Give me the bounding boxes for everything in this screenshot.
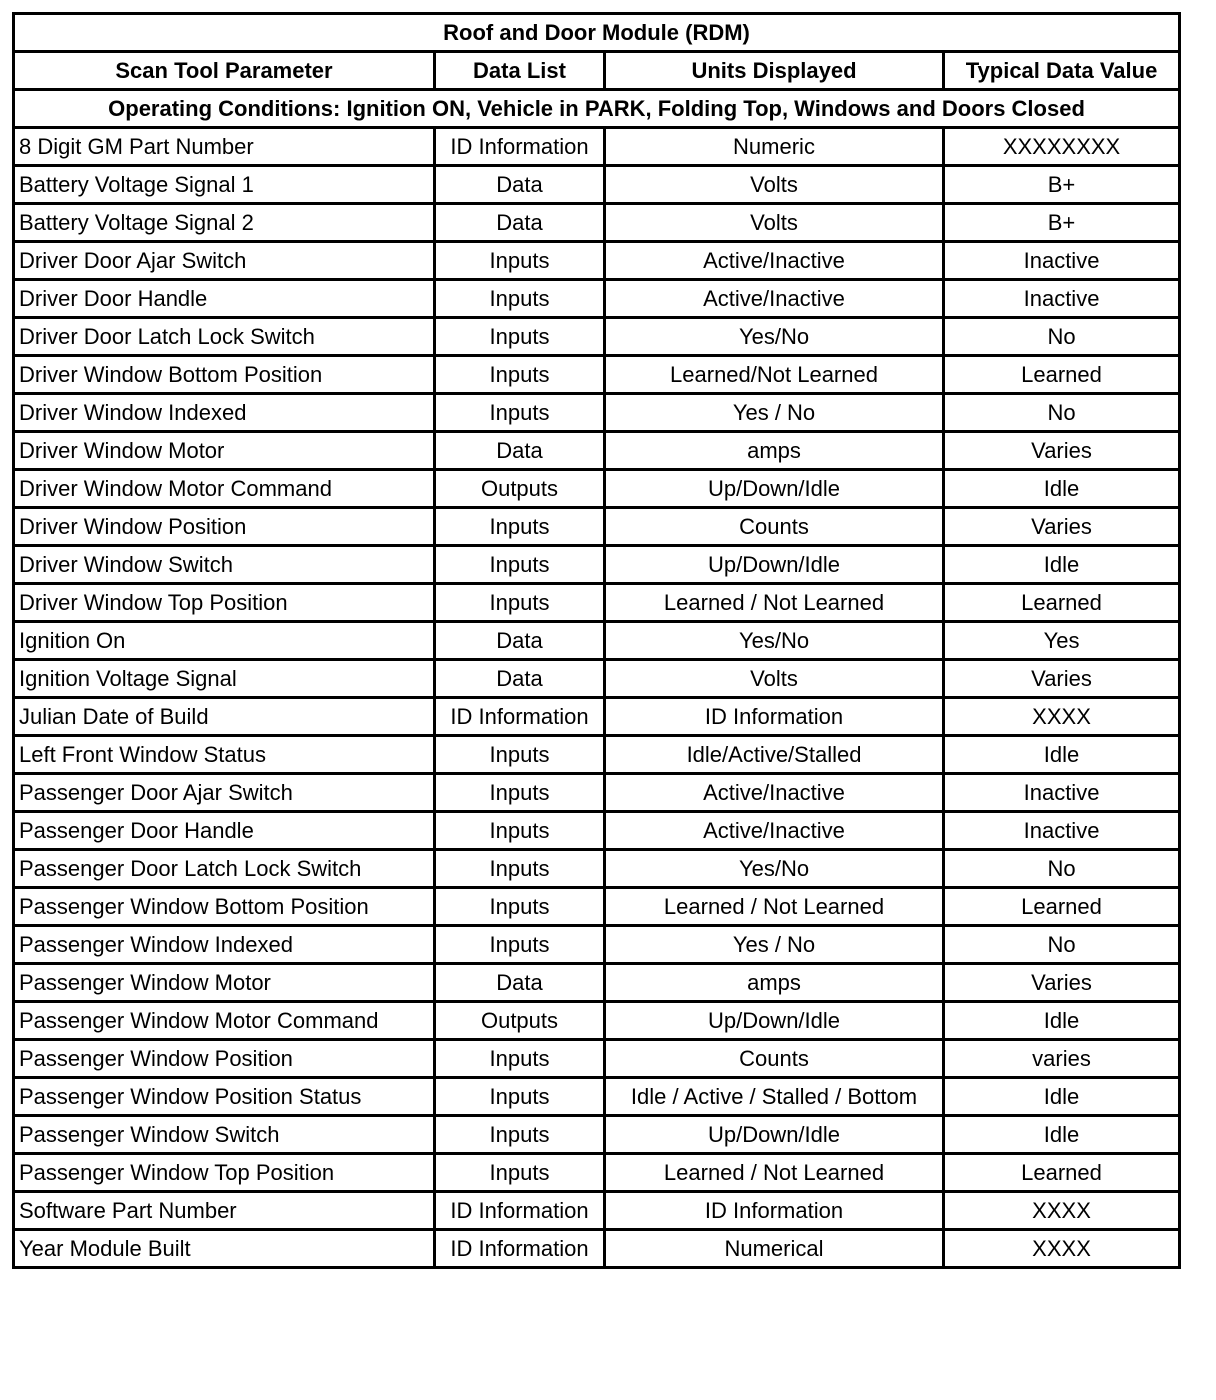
typical-value-cell: B+ xyxy=(944,204,1180,242)
table-row xyxy=(14,736,1180,774)
table-row xyxy=(14,1230,1180,1268)
parameter-cell: Driver Window Bottom Position xyxy=(14,356,435,394)
typical-value-cell: Learned xyxy=(944,356,1180,394)
data-list-cell: Data xyxy=(435,660,605,698)
table-row xyxy=(14,242,1180,280)
data-list-cell: ID Information xyxy=(435,698,605,736)
table-row xyxy=(14,1040,1180,1078)
parameter-cell: Passenger Window Switch xyxy=(14,1116,435,1154)
header-scan-tool-parameter: Scan Tool Parameter xyxy=(14,52,435,90)
data-list-cell: ID Information xyxy=(435,1230,605,1268)
typical-value-cell: Varies xyxy=(944,964,1180,1002)
units-cell: Yes/No xyxy=(605,318,944,356)
parameter-cell: Passenger Window Bottom Position xyxy=(14,888,435,926)
data-list-cell: ID Information xyxy=(435,1192,605,1230)
data-list-cell: Inputs xyxy=(435,926,605,964)
parameter-cell: 8 Digit GM Part Number xyxy=(14,128,435,166)
typical-value-cell: No xyxy=(944,318,1180,356)
table-row xyxy=(14,660,1180,698)
parameter-cell: Driver Door Ajar Switch xyxy=(14,242,435,280)
parameter-cell: Driver Window Motor xyxy=(14,432,435,470)
parameter-cell: Driver Door Handle xyxy=(14,280,435,318)
rdm-data-table xyxy=(12,12,1181,1269)
typical-value-cell: XXXX xyxy=(944,1230,1180,1268)
units-cell: Numerical xyxy=(605,1230,944,1268)
table-row xyxy=(14,470,1180,508)
data-list-cell: Inputs xyxy=(435,850,605,888)
units-cell: Volts xyxy=(605,204,944,242)
parameter-cell: Battery Voltage Signal 1 xyxy=(14,166,435,204)
data-list-cell: Data xyxy=(435,622,605,660)
table-row xyxy=(14,1154,1180,1192)
table-row xyxy=(14,508,1180,546)
data-list-cell: Outputs xyxy=(435,1002,605,1040)
operating-conditions: Operating Conditions: Ignition ON, Vehicle in PARK, Folding Top, Windows and Doors Closed xyxy=(14,90,1180,128)
data-list-cell: Inputs xyxy=(435,508,605,546)
parameter-cell: Passenger Window Top Position xyxy=(14,1154,435,1192)
data-list-cell: Inputs xyxy=(435,812,605,850)
header-typical-data-value: Typical Data Value xyxy=(944,52,1180,90)
table-row xyxy=(14,1002,1180,1040)
typical-value-cell: Idle xyxy=(944,736,1180,774)
table-row xyxy=(14,280,1180,318)
data-list-cell: Inputs xyxy=(435,736,605,774)
typical-value-cell: Idle xyxy=(944,470,1180,508)
parameter-cell: Year Module Built xyxy=(14,1230,435,1268)
table-row xyxy=(14,1116,1180,1154)
units-cell: Yes / No xyxy=(605,926,944,964)
table-row xyxy=(14,774,1180,812)
typical-value-cell: XXXX xyxy=(944,698,1180,736)
typical-value-cell: XXXX xyxy=(944,1192,1180,1230)
parameter-cell: Passenger Window Motor xyxy=(14,964,435,1002)
parameter-cell: Driver Door Latch Lock Switch xyxy=(14,318,435,356)
data-list-cell: Inputs xyxy=(435,888,605,926)
parameter-cell: Left Front Window Status xyxy=(14,736,435,774)
typical-value-cell: Inactive xyxy=(944,812,1180,850)
parameter-cell: Driver Window Position xyxy=(14,508,435,546)
data-list-cell: Data xyxy=(435,166,605,204)
units-cell: Volts xyxy=(605,166,944,204)
table-row xyxy=(14,318,1180,356)
table-row xyxy=(14,850,1180,888)
units-cell: Learned / Not Learned xyxy=(605,584,944,622)
table-row xyxy=(14,356,1180,394)
data-list-cell: Inputs xyxy=(435,584,605,622)
parameter-cell: Driver Window Indexed xyxy=(14,394,435,432)
units-cell: Active/Inactive xyxy=(605,242,944,280)
typical-value-cell: Idle xyxy=(944,546,1180,584)
data-list-cell: ID Information xyxy=(435,128,605,166)
typical-value-cell: Learned xyxy=(944,1154,1180,1192)
table-row xyxy=(14,204,1180,242)
units-cell: Numeric xyxy=(605,128,944,166)
units-cell: Up/Down/Idle xyxy=(605,1116,944,1154)
units-cell: ID Information xyxy=(605,1192,944,1230)
table-row xyxy=(14,1192,1180,1230)
data-list-cell: Inputs xyxy=(435,774,605,812)
units-cell: ID Information xyxy=(605,698,944,736)
typical-value-cell: Inactive xyxy=(944,774,1180,812)
table-title: Roof and Door Module (RDM) xyxy=(14,14,1180,52)
parameter-cell: Passenger Window Indexed xyxy=(14,926,435,964)
table-row xyxy=(14,546,1180,584)
data-list-cell: Inputs xyxy=(435,318,605,356)
typical-value-cell: No xyxy=(944,926,1180,964)
parameter-cell: Passenger Window Position Status xyxy=(14,1078,435,1116)
data-list-cell: Data xyxy=(435,964,605,1002)
data-list-cell: Inputs xyxy=(435,356,605,394)
table-body xyxy=(14,128,1180,1268)
units-cell: Active/Inactive xyxy=(605,812,944,850)
units-cell: Idle/Active/Stalled xyxy=(605,736,944,774)
units-cell: Active/Inactive xyxy=(605,774,944,812)
parameter-cell: Passenger Door Handle xyxy=(14,812,435,850)
data-list-cell: Inputs xyxy=(435,1154,605,1192)
typical-value-cell: Learned xyxy=(944,888,1180,926)
header-row xyxy=(14,52,1180,90)
table-row xyxy=(14,812,1180,850)
units-cell: Active/Inactive xyxy=(605,280,944,318)
typical-value-cell: Varies xyxy=(944,432,1180,470)
table-row xyxy=(14,888,1180,926)
table-row xyxy=(14,926,1180,964)
typical-value-cell: Varies xyxy=(944,508,1180,546)
units-cell: Learned/Not Learned xyxy=(605,356,944,394)
parameter-cell: Passenger Window Motor Command xyxy=(14,1002,435,1040)
data-list-cell: Data xyxy=(435,432,605,470)
data-list-cell: Inputs xyxy=(435,280,605,318)
typical-value-cell: Yes xyxy=(944,622,1180,660)
data-list-cell: Inputs xyxy=(435,1040,605,1078)
title-row xyxy=(14,14,1180,52)
typical-value-cell: Idle xyxy=(944,1002,1180,1040)
typical-value-cell: No xyxy=(944,394,1180,432)
parameter-cell: Julian Date of Build xyxy=(14,698,435,736)
table-row xyxy=(14,622,1180,660)
typical-value-cell: Learned xyxy=(944,584,1180,622)
parameter-cell: Ignition Voltage Signal xyxy=(14,660,435,698)
typical-value-cell: Idle xyxy=(944,1078,1180,1116)
units-cell: Idle / Active / Stalled / Bottom xyxy=(605,1078,944,1116)
typical-value-cell: Varies xyxy=(944,660,1180,698)
data-list-cell: Outputs xyxy=(435,470,605,508)
parameter-cell: Battery Voltage Signal 2 xyxy=(14,204,435,242)
table-row xyxy=(14,1078,1180,1116)
parameter-cell: Driver Window Switch xyxy=(14,546,435,584)
units-cell: Yes/No xyxy=(605,622,944,660)
typical-value-cell: Inactive xyxy=(944,280,1180,318)
units-cell: Up/Down/Idle xyxy=(605,1002,944,1040)
units-cell: Learned / Not Learned xyxy=(605,888,944,926)
data-list-cell: Inputs xyxy=(435,394,605,432)
data-list-cell: Inputs xyxy=(435,242,605,280)
units-cell: Up/Down/Idle xyxy=(605,546,944,584)
table-row xyxy=(14,698,1180,736)
parameter-cell: Ignition On xyxy=(14,622,435,660)
table-row xyxy=(14,584,1180,622)
table-row xyxy=(14,128,1180,166)
parameter-cell: Driver Window Motor Command xyxy=(14,470,435,508)
data-list-cell: Inputs xyxy=(435,1078,605,1116)
table-row xyxy=(14,166,1180,204)
typical-value-cell: varies xyxy=(944,1040,1180,1078)
units-cell: Counts xyxy=(605,1040,944,1078)
data-list-cell: Inputs xyxy=(435,546,605,584)
data-list-cell: Inputs xyxy=(435,1116,605,1154)
header-units-displayed: Units Displayed xyxy=(605,52,944,90)
units-cell: amps xyxy=(605,432,944,470)
table-row xyxy=(14,964,1180,1002)
table-row xyxy=(14,394,1180,432)
typical-value-cell: B+ xyxy=(944,166,1180,204)
units-cell: amps xyxy=(605,964,944,1002)
units-cell: Learned / Not Learned xyxy=(605,1154,944,1192)
parameter-cell: Passenger Door Ajar Switch xyxy=(14,774,435,812)
table-row xyxy=(14,432,1180,470)
typical-value-cell: Inactive xyxy=(944,242,1180,280)
parameter-cell: Software Part Number xyxy=(14,1192,435,1230)
parameter-cell: Driver Window Top Position xyxy=(14,584,435,622)
parameter-cell: Passenger Window Position xyxy=(14,1040,435,1078)
units-cell: Counts xyxy=(605,508,944,546)
data-list-cell: Data xyxy=(435,204,605,242)
units-cell: Yes/No xyxy=(605,850,944,888)
typical-value-cell: No xyxy=(944,850,1180,888)
parameter-cell: Passenger Door Latch Lock Switch xyxy=(14,850,435,888)
units-cell: Up/Down/Idle xyxy=(605,470,944,508)
units-cell: Volts xyxy=(605,660,944,698)
header-data-list: Data List xyxy=(435,52,605,90)
typical-value-cell: XXXXXXXX xyxy=(944,128,1180,166)
conditions-row xyxy=(14,90,1180,128)
typical-value-cell: Idle xyxy=(944,1116,1180,1154)
units-cell: Yes / No xyxy=(605,394,944,432)
